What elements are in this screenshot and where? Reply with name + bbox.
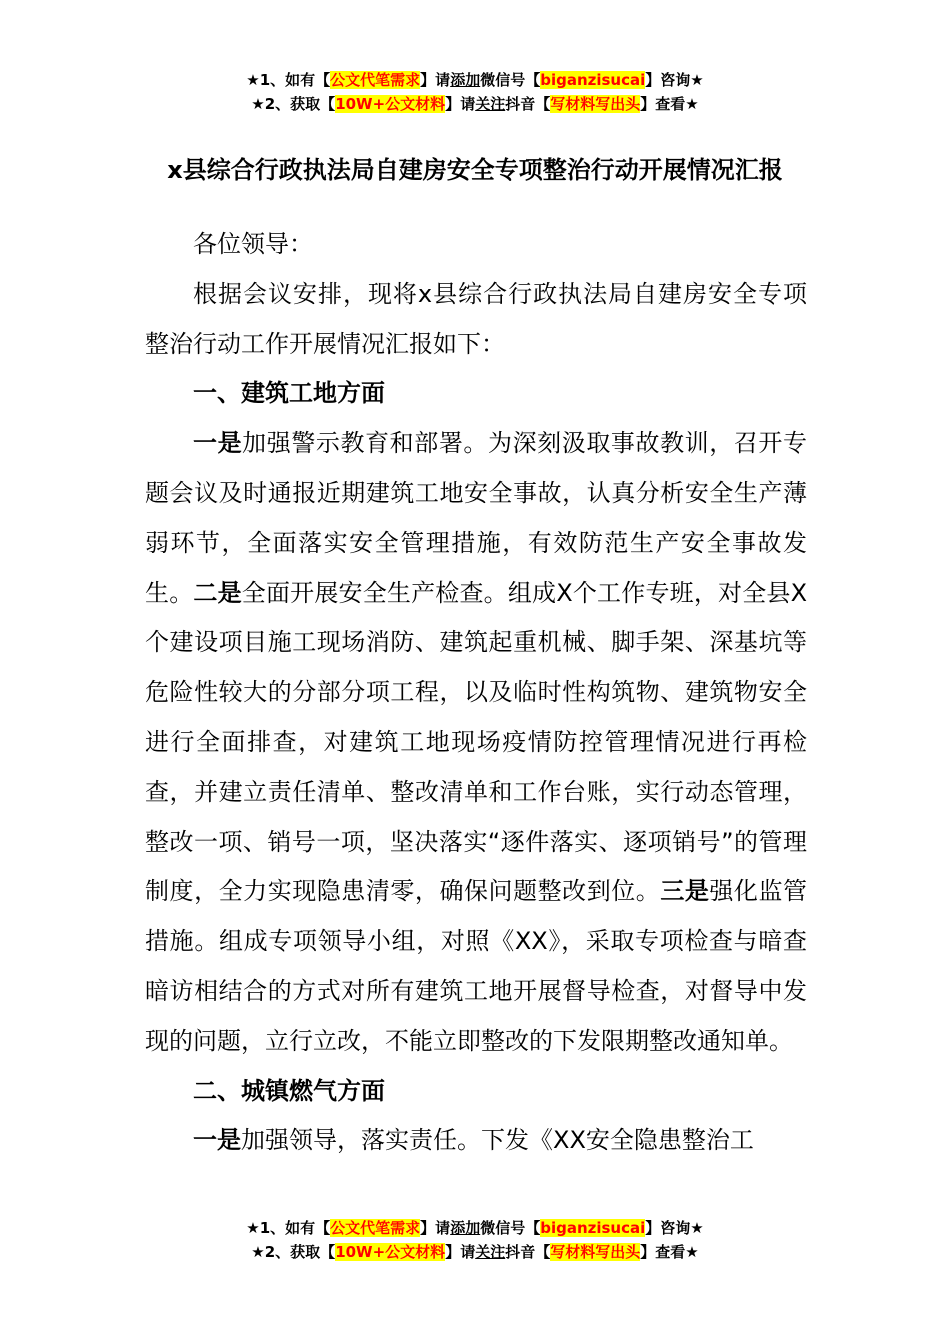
banner-text: 】查看★ — [640, 95, 699, 113]
point-lead: 三是 — [660, 877, 710, 906]
banner-underlined-text: 关注 — [475, 95, 506, 113]
banner-text: ★2、获取【 — [251, 1243, 336, 1261]
point-text: 加强警示教育和部署。为深刻汲取事故教训，召开专题会议及时通报近期建筑工地安全事故，认真分析安全生产薄弱环节，全面落实安全管理措施，有效防范生产安全事故发生。 — [145, 429, 808, 607]
banner-highlight: 10W+公文材料 — [335, 1243, 446, 1261]
point-text: 全面开展安全生产检查。组成X个工作专班，对全县X个建设项目施工现场消防、建筑起重机械、脚手架、深基坑等危险性较大的分部分项工程，以及临时性构筑物、建筑物安全进行全面排查，对建筑工地现场疫情防控管理情况进行再检查，并建立责任清单、整改清单和工作台账，实行动态管理，整改一项、销号一项，坚决落实“逐件落实、逐项销号”的管理制度，全力实现隐患清零，确保问题整改到位。 — [145, 578, 808, 906]
section-1-heading: 一、建筑工地方面 — [193, 379, 385, 408]
banner-text: 】咨询★ — [645, 71, 704, 89]
point-lead: 二是 — [193, 578, 242, 607]
document-body — [145, 220, 807, 1166]
banner-line-2 — [0, 92, 950, 116]
banner-text: ★1、如有【 — [246, 71, 331, 89]
banner-douyin-account: 写材料写出头 — [550, 1243, 641, 1261]
banner-underlined-text: 添加 — [450, 1219, 481, 1237]
banner-text: ★1、如有【 — [246, 1219, 331, 1237]
section-1-paragraph — [145, 419, 807, 1066]
banner-text: 】请 — [445, 95, 476, 113]
banner-wechat-id: biganzisucai — [540, 71, 646, 89]
point-lead: 一是 — [193, 429, 243, 458]
intro-paragraph: 根据会议安排，现将x县综合行政执法局自建房安全专项整治行动工作开展情况汇报如下： — [145, 279, 807, 358]
banner-highlight: 公文代笔需求 — [330, 71, 421, 89]
point-lead: 一是 — [193, 1126, 241, 1155]
top-banner — [0, 68, 950, 116]
banner-text: 】请 — [445, 1243, 476, 1261]
banner-line-2 — [0, 1240, 950, 1264]
banner-text: 】咨询★ — [645, 1219, 704, 1237]
banner-text: 微信号【 — [480, 1219, 541, 1237]
banner-line-1 — [0, 1216, 950, 1240]
banner-text: 】查看★ — [640, 1243, 699, 1261]
banner-line-1 — [0, 68, 950, 92]
banner-wechat-id: biganzisucai — [540, 1219, 646, 1237]
banner-text: 】请 — [420, 71, 451, 89]
banner-text: 微信号【 — [480, 71, 541, 89]
banner-text: 抖音【 — [505, 1243, 551, 1261]
banner-highlight: 10W+公文材料 — [335, 95, 446, 113]
point-text: 强化监管措施。组成专项领导小组，对照《XX》，采取专项检查与暗查暗访相结合的方式对所有建筑工地开展督导检查，对督导中发现的问题，立行立改，不能立即整改的下发限期整改通知单。 — [145, 877, 808, 1055]
section-2-heading: 二、城镇燃气方面 — [193, 1076, 385, 1105]
banner-douyin-account: 写材料写出头 — [550, 95, 641, 113]
banner-text: 】请 — [420, 1219, 451, 1237]
document-title: x县综合行政执法局自建房安全专项整治行动开展情况汇报 — [167, 156, 783, 184]
banner-text: 抖音【 — [505, 95, 551, 113]
banner-highlight: 公文代笔需求 — [330, 1219, 421, 1237]
bottom-banner — [0, 1216, 950, 1264]
banner-underlined-text: 关注 — [475, 1243, 506, 1261]
point-text: 加强领导，落实责任。下发《XX安全隐患整治工 — [241, 1126, 754, 1155]
banner-underlined-text: 添加 — [450, 71, 481, 89]
salutation: 各位领导： — [193, 230, 313, 258]
section-2-paragraph — [145, 1116, 807, 1166]
banner-text: ★2、获取【 — [251, 95, 336, 113]
